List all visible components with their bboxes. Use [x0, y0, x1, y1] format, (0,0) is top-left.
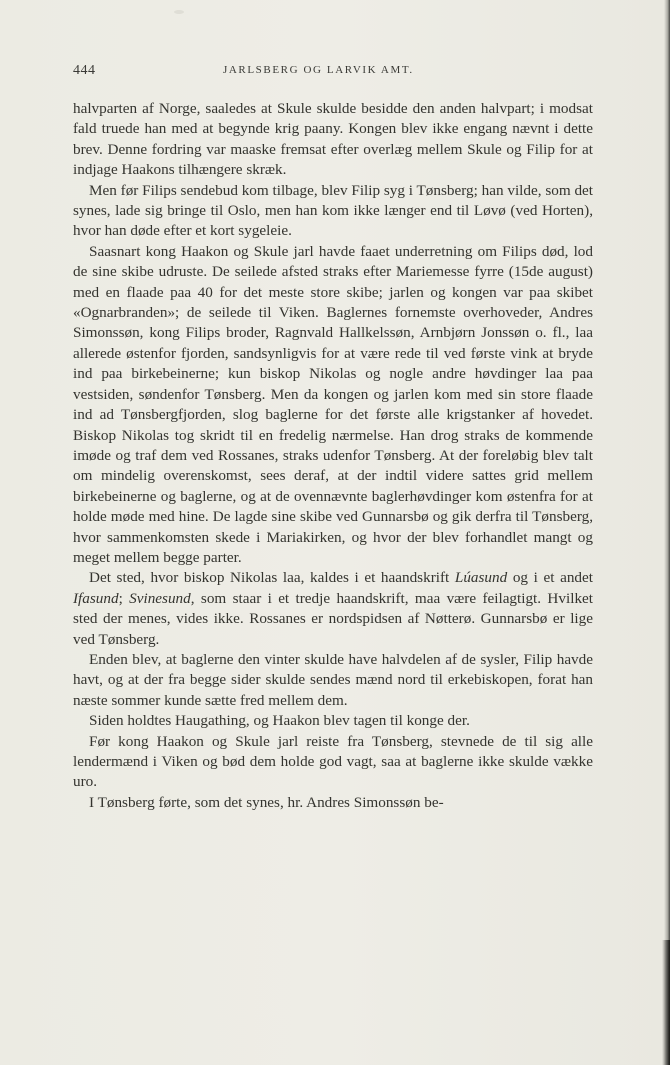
running-title: JARLSBERG OG LARVIK AMT.	[223, 64, 414, 76]
paragraph	[73, 242, 593, 569]
paragraph-text: Før kong Haakon og Skule jarl reiste fra Tønsberg, stevnede de til sig alle lendermænd i Viken og bød dem holde god vagt, saa at baglerne ikke skulde vække uro.	[73, 732, 593, 791]
paragraph-text: , som staar i et tredje haandskrift, maa være feilagtigt. Hvilket sted der menes, vides ikke. Rossanes er nordspidsen af Nøtterø. Gunnarsbø er lige ved Tønsberg.	[73, 589, 593, 648]
page-number: 444	[73, 63, 96, 78]
page-edge-shadow-bottom	[662, 940, 670, 1065]
italic-place-name: Ifasund	[73, 589, 119, 607]
paragraph-text: Det sted, hvor biskop Nikolas laa, kaldes i et haandskrift	[89, 569, 455, 587]
paragraph-text: Saasnart kong Haakon og Skule jarl havde faaet underretning om Filips død, lod de sine skibe udruste. De seilede afsted straks efter Mariemesse fyrre (15de august) med en flaade paa 40 for det meste store skibe; jarlen og kongen var paa skibet «Ognarbranden»; de seilede til Viken. Baglernes fornemste overhoveder, Andres Simonssøn, kong Filips broder, Ragnvald Hallkelssøn, Arnbjørn Jonssøn o. fl., laa allerede østenfor fjorden, sandsynligvis for at være rede til ved første vink at bryde ind paa birkebeinerne; kun biskop Nikolas og nogle andre høvdinger laa paa vestsiden, søndenfor Tønsberg. Men da kongen og jarlen kom med sin store flaade ind ad Tønsbergfjorden, slog baglerne for det første alle krigstanker af hovedet. Biskop Nikolas tog skridt til en fredelig nærmelse. Han drog straks de kommende imøde og traf dem ved Rossanes, straks udenfor Tønsberg. At der foreløbig blev talt om mindelig overenskomst, sees deraf, at der indtil videre sattes grid mellem birkebeinerne og baglerne, og at de ovennævnte baglerhøvdinger kom østenfra for at holde møde med hine. De lagde sine skibe ved Gunnarsbø og gik derfra til Tønsberg, hvor sammenkomsten skede i Mariakirken, og hvor der blev forhandlet mangt og meget mellem begge parter.	[73, 242, 593, 566]
paragraph	[73, 568, 593, 650]
italic-place-name: Svinesund	[129, 589, 191, 607]
paragraph-text: halvparten af Norge, saaledes at Skule skulde besidde den anden halvpart; i modsat fald truede han med at begynde krig paany. Kongen blev ikke engang nævnt i dette brev. Denne fordring var maaske fremsat efter overlæg mellem Skule og Filip for at indjage Haakons tilhængere skræk.	[73, 100, 593, 179]
paragraph-text: Enden blev, at baglerne den vinter skulde have halvdelen af de sysler, Filip havde havt, og at der fra begge sider skulde sendes mænd nord til erkebiskopen, forat han næste sommer kunde sætte fred mellem dem.	[73, 650, 593, 709]
page-header	[73, 63, 603, 83]
paragraph-text: I Tønsberg førte, som det synes, hr. Andres Simonssøn be-	[89, 793, 444, 811]
italic-place-name: Lúasund	[454, 569, 508, 587]
paragraph-text: Men før Filips sendebud kom tilbage, blev Filip syg i Tønsberg; han vilde, som det synes, lade sig bringe til Oslo, men han kom ikke længer end til Løvø (ved Horten), hvor han døde efter et kort sygeleie.	[73, 181, 593, 240]
body-text	[73, 99, 593, 813]
paragraph-text: ;	[118, 589, 130, 607]
paper-speck	[174, 10, 184, 14]
paragraph	[73, 181, 593, 242]
paragraph-text: Siden holdtes Haugathing, og Haakon blev tagen til konge der.	[89, 712, 470, 730]
paragraph-text: og i et andet	[507, 569, 593, 587]
paragraph	[73, 711, 593, 731]
paragraph	[73, 650, 593, 711]
paragraph	[73, 793, 593, 813]
paragraph	[73, 732, 593, 793]
page-edge-shadow	[664, 0, 670, 1065]
paragraph	[73, 99, 593, 181]
